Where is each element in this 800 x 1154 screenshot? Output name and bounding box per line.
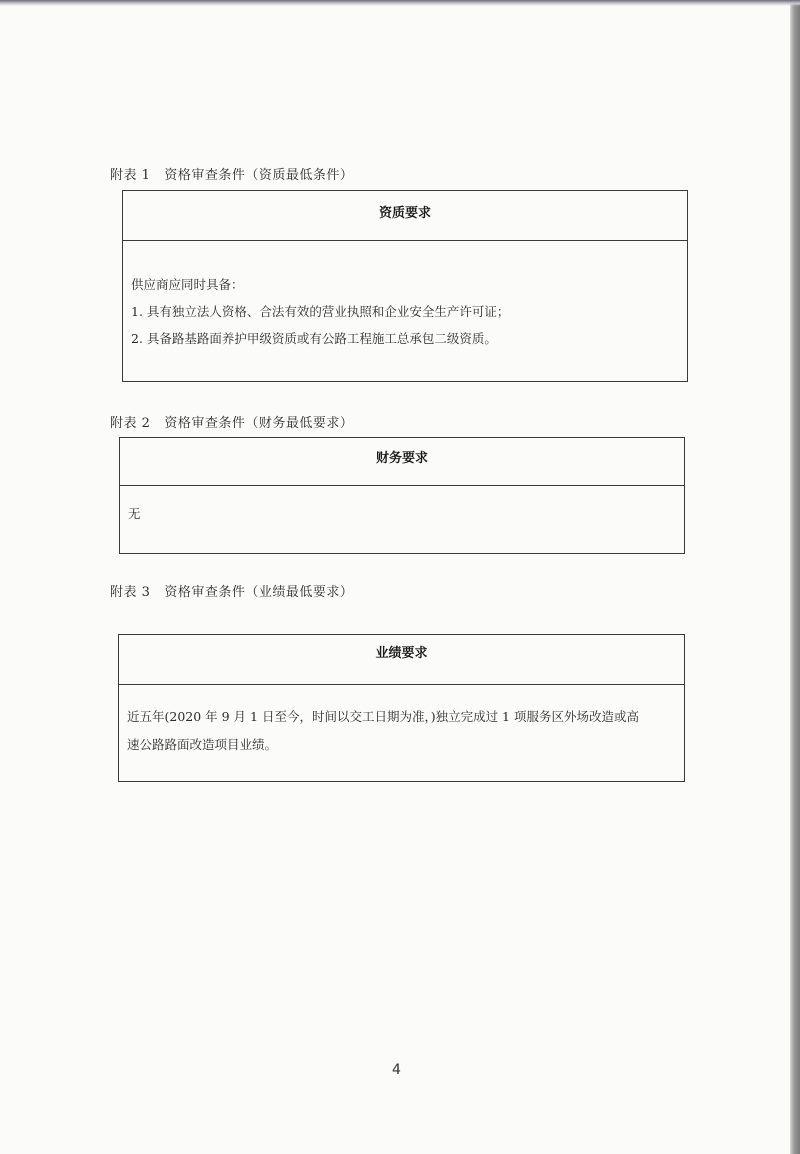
qualification-line-intro: 供应商应同时具备：	[131, 277, 244, 292]
performance-line-2: 速公路路面改造项目业绩。	[127, 737, 278, 752]
performance-table	[118, 634, 685, 782]
annex1-caption-number: 附表 1	[110, 168, 151, 183]
page-number: 4	[392, 1062, 401, 1078]
annex3-caption-number: 附表 3	[110, 585, 151, 600]
qualification-line-2: 2. 具备路基路面养护甲级资质或有公路工程施工总承包二级资质。	[131, 331, 497, 346]
qualification-line-1: 1. 具有独立法人资格、合法有效的营业执照和企业安全生产许可证；	[131, 304, 510, 319]
financial-line-1: 无	[128, 506, 141, 521]
financial-table-body	[128, 504, 676, 524]
financial-table-header: 财务要求	[120, 438, 684, 486]
annex1-caption	[110, 164, 353, 183]
qualification-table	[122, 190, 688, 382]
qualification-table-body	[131, 271, 679, 352]
annex2-caption-title: 资格审查条件（财务最低要求）	[164, 416, 354, 431]
annex3-caption-title: 资格审查条件（业绩最低要求）	[164, 585, 354, 600]
annex1-caption-title: 资格审查条件（资质最低条件）	[164, 168, 354, 183]
annex2-caption	[110, 412, 353, 431]
page-edge-shadow	[790, 0, 800, 1154]
performance-line-1: 近五年(2020 年 9 月 1 日至今，时间以交工日期为准，)独立完成过 1 项服务区外场改造或高	[127, 709, 639, 724]
qualification-table-header: 资质要求	[123, 191, 687, 241]
annex2-caption-number: 附表 2	[110, 416, 151, 431]
top-edge-shadow	[0, 0, 800, 6]
performance-table-body	[127, 703, 676, 759]
financial-table	[119, 437, 685, 554]
performance-table-header: 业绩要求	[119, 635, 684, 685]
annex3-caption	[110, 581, 353, 600]
